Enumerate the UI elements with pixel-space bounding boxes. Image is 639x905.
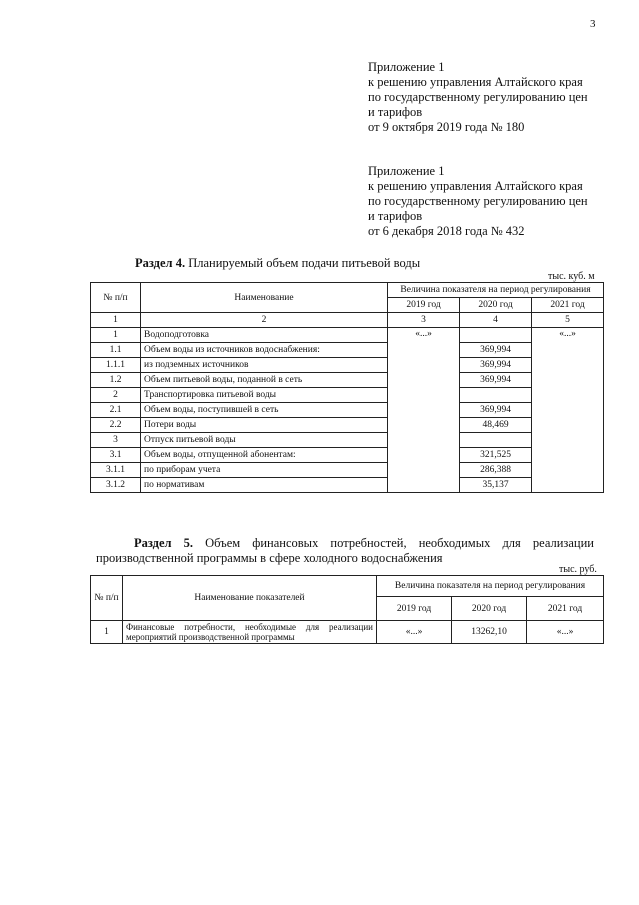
row-name: по приборам учета xyxy=(141,463,388,478)
row-num: 2.1 xyxy=(91,403,141,418)
table-row xyxy=(91,433,604,448)
table-row xyxy=(91,463,604,478)
row-value-2020 xyxy=(460,388,532,403)
section4-title-text: Планируемый объем подачи питьевой воды xyxy=(188,256,421,270)
row-value-2020: 13262,10 xyxy=(452,621,527,644)
header-2021: 2021 год xyxy=(532,298,604,313)
row-name: Транспортировка питьевой воды xyxy=(141,388,388,403)
section5-title-text: Объем финансовых потребностей, необходимых для реализации производственной программы в сфере холодного водоснабжения xyxy=(96,536,594,565)
header-name: Наименование xyxy=(141,283,388,313)
row-num: 3.1 xyxy=(91,448,141,463)
row-value-2019: «...» xyxy=(377,621,452,644)
row-value-2020: 48,469 xyxy=(460,418,532,433)
row-name: Объем воды из источников водоснабжения: xyxy=(141,343,388,358)
row-num: 3.1.2 xyxy=(91,478,141,493)
colnum-4: 4 xyxy=(460,313,532,328)
row-num: 2 xyxy=(91,388,141,403)
header-period: Величина показателя на период регулирования xyxy=(377,576,604,597)
section4-label: Раздел 4. xyxy=(135,256,186,270)
section4-title xyxy=(135,256,420,271)
header-2021: 2021 год xyxy=(527,597,604,621)
page-number: 3 xyxy=(590,18,596,30)
row-name: по нормативам xyxy=(141,478,388,493)
header-num: № п/п xyxy=(91,576,123,621)
table-row xyxy=(91,448,604,463)
row-name: Отпуск питьевой воды xyxy=(141,433,388,448)
appendix-line: и тарифов xyxy=(368,105,423,119)
section5-table xyxy=(90,575,604,644)
row-value-2020: 369,994 xyxy=(460,403,532,418)
row-value-2020 xyxy=(460,328,532,343)
table-row xyxy=(91,418,604,433)
section5-unit: тыс. руб. xyxy=(559,564,597,575)
row-value-2020: 369,994 xyxy=(460,373,532,388)
row-num: 1 xyxy=(91,621,123,644)
header-period: Величина показателя на период регулирования xyxy=(388,283,604,298)
appendix-line: по государственному регулированию цен xyxy=(368,194,588,208)
appendix-line: от 6 декабря 2018 года № 432 xyxy=(368,224,525,238)
row-name: Потери воды xyxy=(141,418,388,433)
row-name: Финансовые потребности, необходимые для реализации мероприятий производственной программы xyxy=(123,621,377,644)
colnum-5: 5 xyxy=(532,313,604,328)
appendix-header-1 xyxy=(368,60,588,135)
table-row xyxy=(91,343,604,358)
section5-title xyxy=(96,536,594,566)
row-name: Объем воды, поступившей в сеть xyxy=(141,403,388,418)
row-num: 1.1 xyxy=(91,343,141,358)
row-num: 1 xyxy=(91,328,141,343)
header-2020: 2020 год xyxy=(452,597,527,621)
row-value-2021: «...» xyxy=(527,621,604,644)
table-row xyxy=(91,373,604,388)
appendix-line: и тарифов xyxy=(368,209,423,223)
table-row xyxy=(91,388,604,403)
header-num: № п/п xyxy=(91,283,141,313)
table-row xyxy=(91,328,604,343)
row-num: 2.2 xyxy=(91,418,141,433)
row-value-2020 xyxy=(460,433,532,448)
header-2019: 2019 год xyxy=(388,298,460,313)
table-row xyxy=(91,403,604,418)
section4-table xyxy=(90,282,604,493)
value-2019-unchanged: «...» xyxy=(388,328,460,493)
row-value-2020: 369,994 xyxy=(460,358,532,373)
row-name: Объем питьевой воды, поданной в сеть xyxy=(141,373,388,388)
table-row xyxy=(91,478,604,493)
row-value-2020: 321,525 xyxy=(460,448,532,463)
row-value-2020: 369,994 xyxy=(460,343,532,358)
appendix-line: по государственному регулированию цен xyxy=(368,90,588,104)
section4-unit: тыс. куб. м xyxy=(548,271,595,282)
row-value-2020: 286,388 xyxy=(460,463,532,478)
row-name: из подземных источников xyxy=(141,358,388,373)
row-num: 1.2 xyxy=(91,373,141,388)
colnum-1: 1 xyxy=(91,313,141,328)
row-num: 3 xyxy=(91,433,141,448)
value-2021-unchanged: «...» xyxy=(532,328,604,493)
table-row xyxy=(91,621,604,644)
row-num: 1.1.1 xyxy=(91,358,141,373)
header-2019: 2019 год xyxy=(377,597,452,621)
appendix-line: Приложение 1 xyxy=(368,164,445,178)
appendix-line: к решению управления Алтайского края xyxy=(368,75,583,89)
section5-label: Раздел 5. xyxy=(134,536,194,550)
appendix-line: к решению управления Алтайского края xyxy=(368,179,583,193)
row-value-2020: 35,137 xyxy=(460,478,532,493)
appendix-line: от 9 октября 2019 года № 180 xyxy=(368,120,525,134)
colnum-3: 3 xyxy=(388,313,460,328)
appendix-header-2 xyxy=(368,164,588,239)
row-num: 3.1.1 xyxy=(91,463,141,478)
header-2020: 2020 год xyxy=(460,298,532,313)
header-name: Наименование показателей xyxy=(123,576,377,621)
colnum-2: 2 xyxy=(141,313,388,328)
table-row xyxy=(91,358,604,373)
row-name: Водоподготовка xyxy=(141,328,388,343)
appendix-line: Приложение 1 xyxy=(368,60,445,74)
row-name: Объем воды, отпущенной абонентам: xyxy=(141,448,388,463)
